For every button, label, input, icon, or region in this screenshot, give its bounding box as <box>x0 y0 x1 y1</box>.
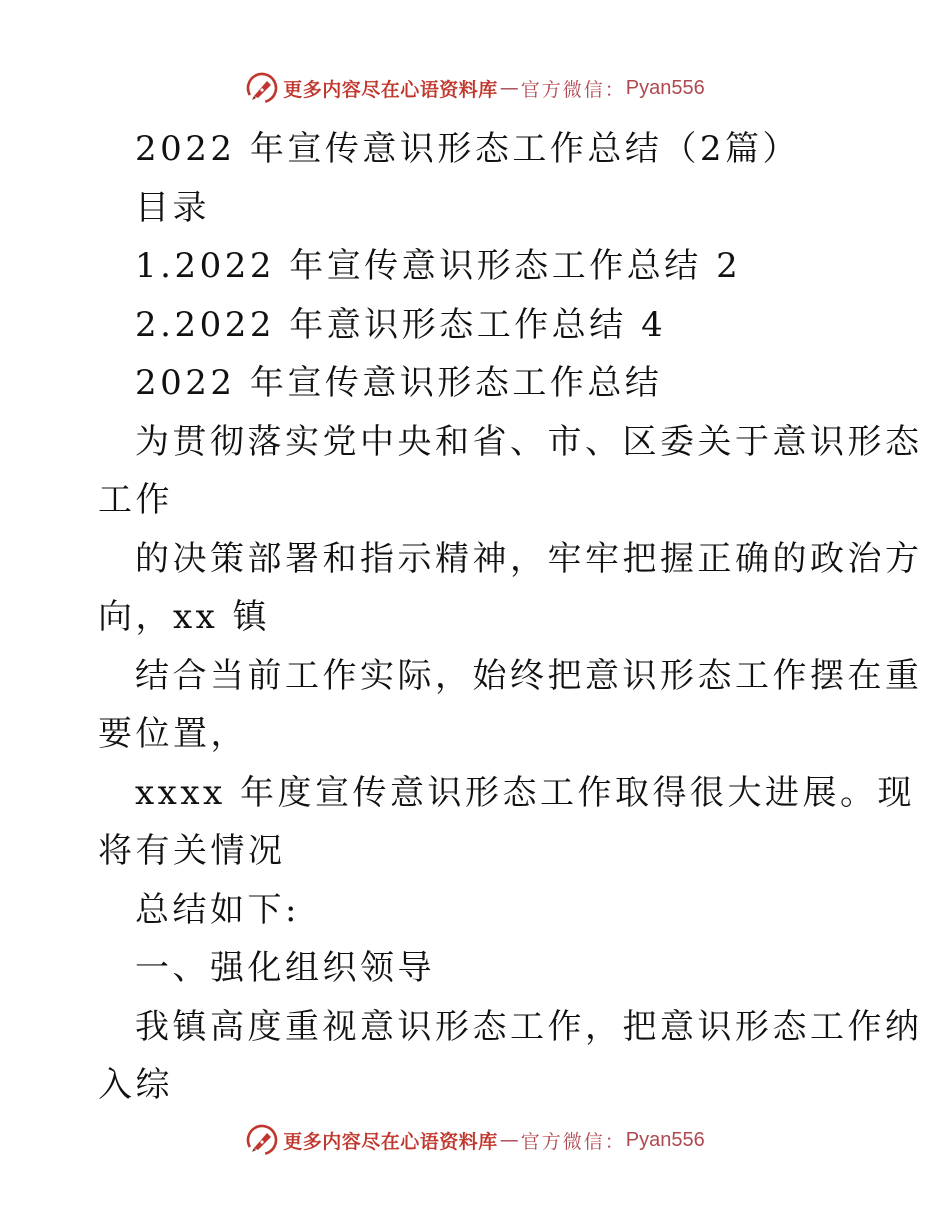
document-body <box>0 120 950 1115</box>
footer-banner <box>0 1120 950 1160</box>
document-line: 向，xx 镇 <box>98 597 271 637</box>
brand-text: 更多内容尽在心语资料库 <box>283 78 498 101</box>
document-line: 一、强化组织领导 <box>135 948 435 988</box>
document-line: 要位置， <box>98 714 248 754</box>
document-line: 的决策部署和指示精神，牢牢把握正确的政治方 <box>135 538 923 579</box>
wechat-label: 官方微信： <box>520 1130 626 1153</box>
document-line: 我镇高度重视意识形态工作，把意识形态工作纳 <box>135 1006 923 1047</box>
document-line: 2.2022 年意识形态工作总结 4 <box>135 304 667 345</box>
brand-text: 更多内容尽在心语资料库 <box>283 1130 498 1153</box>
document-line: xxxx 年度宣传意识形态工作取得很大进展。现 <box>135 772 916 813</box>
document-line: 目录 <box>135 187 210 228</box>
document-line: 1.2022 年宣传意识形态工作总结 2 <box>135 246 742 286</box>
document-line: 总结如下: <box>135 889 300 930</box>
pen-logo-icon <box>245 1123 279 1157</box>
pen-logo-icon <box>245 71 279 105</box>
document-line: 工作 <box>98 480 173 520</box>
banner-separator: — <box>499 77 519 99</box>
banner-separator: — <box>499 1129 519 1151</box>
document-line: 入综 <box>98 1065 173 1105</box>
wechat-handle: Pyan556 <box>625 76 705 99</box>
document-line: 将有关情况 <box>98 831 286 871</box>
document-line: 为贯彻落实党中央和省、市、区委关于意识形态 <box>135 421 923 462</box>
document-line: 结合当前工作实际，始终把意识形态工作摆在重 <box>135 655 923 696</box>
document-line: 2022 年宣传意识形态工作总结（2篇） <box>135 129 800 169</box>
wechat-handle: Pyan556 <box>625 1128 705 1151</box>
header-banner <box>0 68 950 108</box>
document-line: 2022 年宣传意识形态工作总结 <box>135 363 663 403</box>
wechat-label: 官方微信： <box>520 78 626 101</box>
